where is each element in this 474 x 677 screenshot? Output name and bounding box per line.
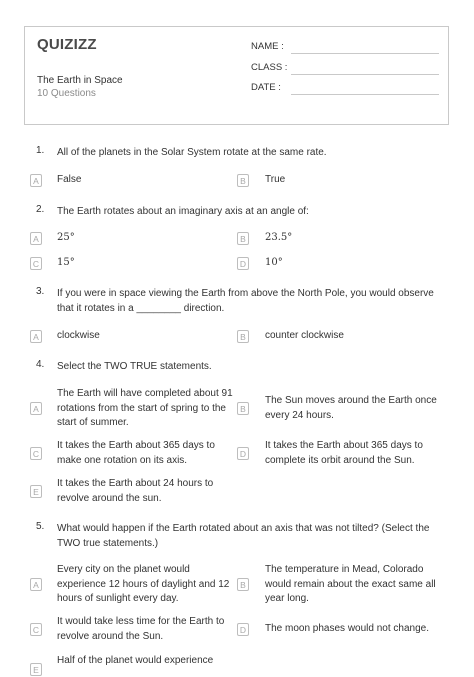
option-letter[interactable]: A: [30, 330, 42, 343]
question-number: 1.: [36, 145, 45, 156]
option-text[interactable]: The moon phases would not change.: [265, 623, 429, 634]
question-number: 2.: [36, 204, 45, 215]
question-count: 10 Questions: [37, 88, 96, 99]
class-label: CLASS :: [251, 62, 288, 73]
option-letter[interactable]: B: [237, 174, 249, 187]
option-letter[interactable]: B: [237, 232, 249, 245]
date-label: DATE :: [251, 82, 281, 93]
option-text[interactable]: clockwise: [57, 330, 100, 341]
option-text[interactable]: The Sun moves around the Earth once every 24 hours.: [265, 395, 437, 421]
option-letter[interactable]: D: [237, 257, 249, 270]
quizizz-logo: QUIZIZZ: [37, 36, 97, 53]
option-text[interactable]: 23.5°: [265, 232, 293, 243]
option-text[interactable]: It takes the Earth about 24 hours to revolve around the sun.: [57, 478, 214, 504]
option-text[interactable]: The temperature in Mead, Colorado would remain about the exact same all year long.: [265, 564, 436, 604]
name-line[interactable]: [291, 53, 439, 54]
question-text: The Earth rotates about an imaginary axis at an angle of:: [57, 206, 309, 217]
option-letter[interactable]: A: [30, 232, 42, 245]
option-letter[interactable]: A: [30, 578, 42, 591]
option-letter[interactable]: B: [237, 330, 249, 343]
option-letter[interactable]: C: [30, 257, 42, 270]
question-text: What would happen if the Earth rotated about an axis that was not tilted? (Select the TWO true statements.): [57, 523, 430, 549]
option-text[interactable]: It takes the Earth about 365 days to make one rotation on its axis.: [57, 440, 215, 466]
question-text: Select the TWO TRUE statements.: [57, 361, 212, 372]
option-text[interactable]: Half of the planet would experience: [57, 655, 214, 666]
option-letter[interactable]: B: [237, 578, 249, 591]
option-text[interactable]: True: [265, 174, 286, 185]
option-text[interactable]: counter clockwise: [265, 330, 344, 341]
option-letter[interactable]: D: [237, 623, 249, 636]
option-letter[interactable]: D: [237, 447, 249, 460]
class-line[interactable]: [291, 74, 439, 75]
option-text[interactable]: 10°: [265, 257, 283, 268]
worksheet-title: The Earth in Space: [37, 75, 123, 86]
name-label: NAME :: [251, 41, 284, 52]
question-number: 3.: [36, 286, 45, 297]
option-letter[interactable]: C: [30, 447, 42, 460]
question-text: If you were in space viewing the Earth from above the North Pole, you would observe that it rotates in a ________ direction.: [57, 288, 434, 314]
option-letter[interactable]: C: [30, 623, 42, 636]
option-letter[interactable]: E: [30, 485, 42, 498]
option-letter[interactable]: B: [237, 402, 249, 415]
question-text: All of the planets in the Solar System rotate at the same rate.: [57, 147, 327, 158]
option-text[interactable]: 15°: [57, 257, 75, 268]
option-letter[interactable]: E: [30, 663, 42, 676]
option-text[interactable]: False: [57, 174, 82, 185]
option-text[interactable]: Every city on the planet would experience 12 hours of daylight and 12 hours of sunlight every day.: [57, 564, 230, 604]
question-number: 4.: [36, 359, 45, 370]
option-text[interactable]: 25°: [57, 232, 75, 243]
date-line[interactable]: [291, 94, 439, 95]
question-number: 5.: [36, 521, 45, 532]
option-text[interactable]: The Earth will have completed about 91 rotations from the start of spring to the start of summer.: [57, 388, 233, 428]
option-text[interactable]: It takes the Earth about 365 days to complete its orbit around the Sun.: [265, 440, 423, 466]
option-text[interactable]: It would take less time for the Earth to revolve around the Sun.: [57, 616, 225, 642]
option-letter[interactable]: A: [30, 174, 42, 187]
worksheet-header: [24, 26, 449, 125]
option-letter[interactable]: A: [30, 402, 42, 415]
